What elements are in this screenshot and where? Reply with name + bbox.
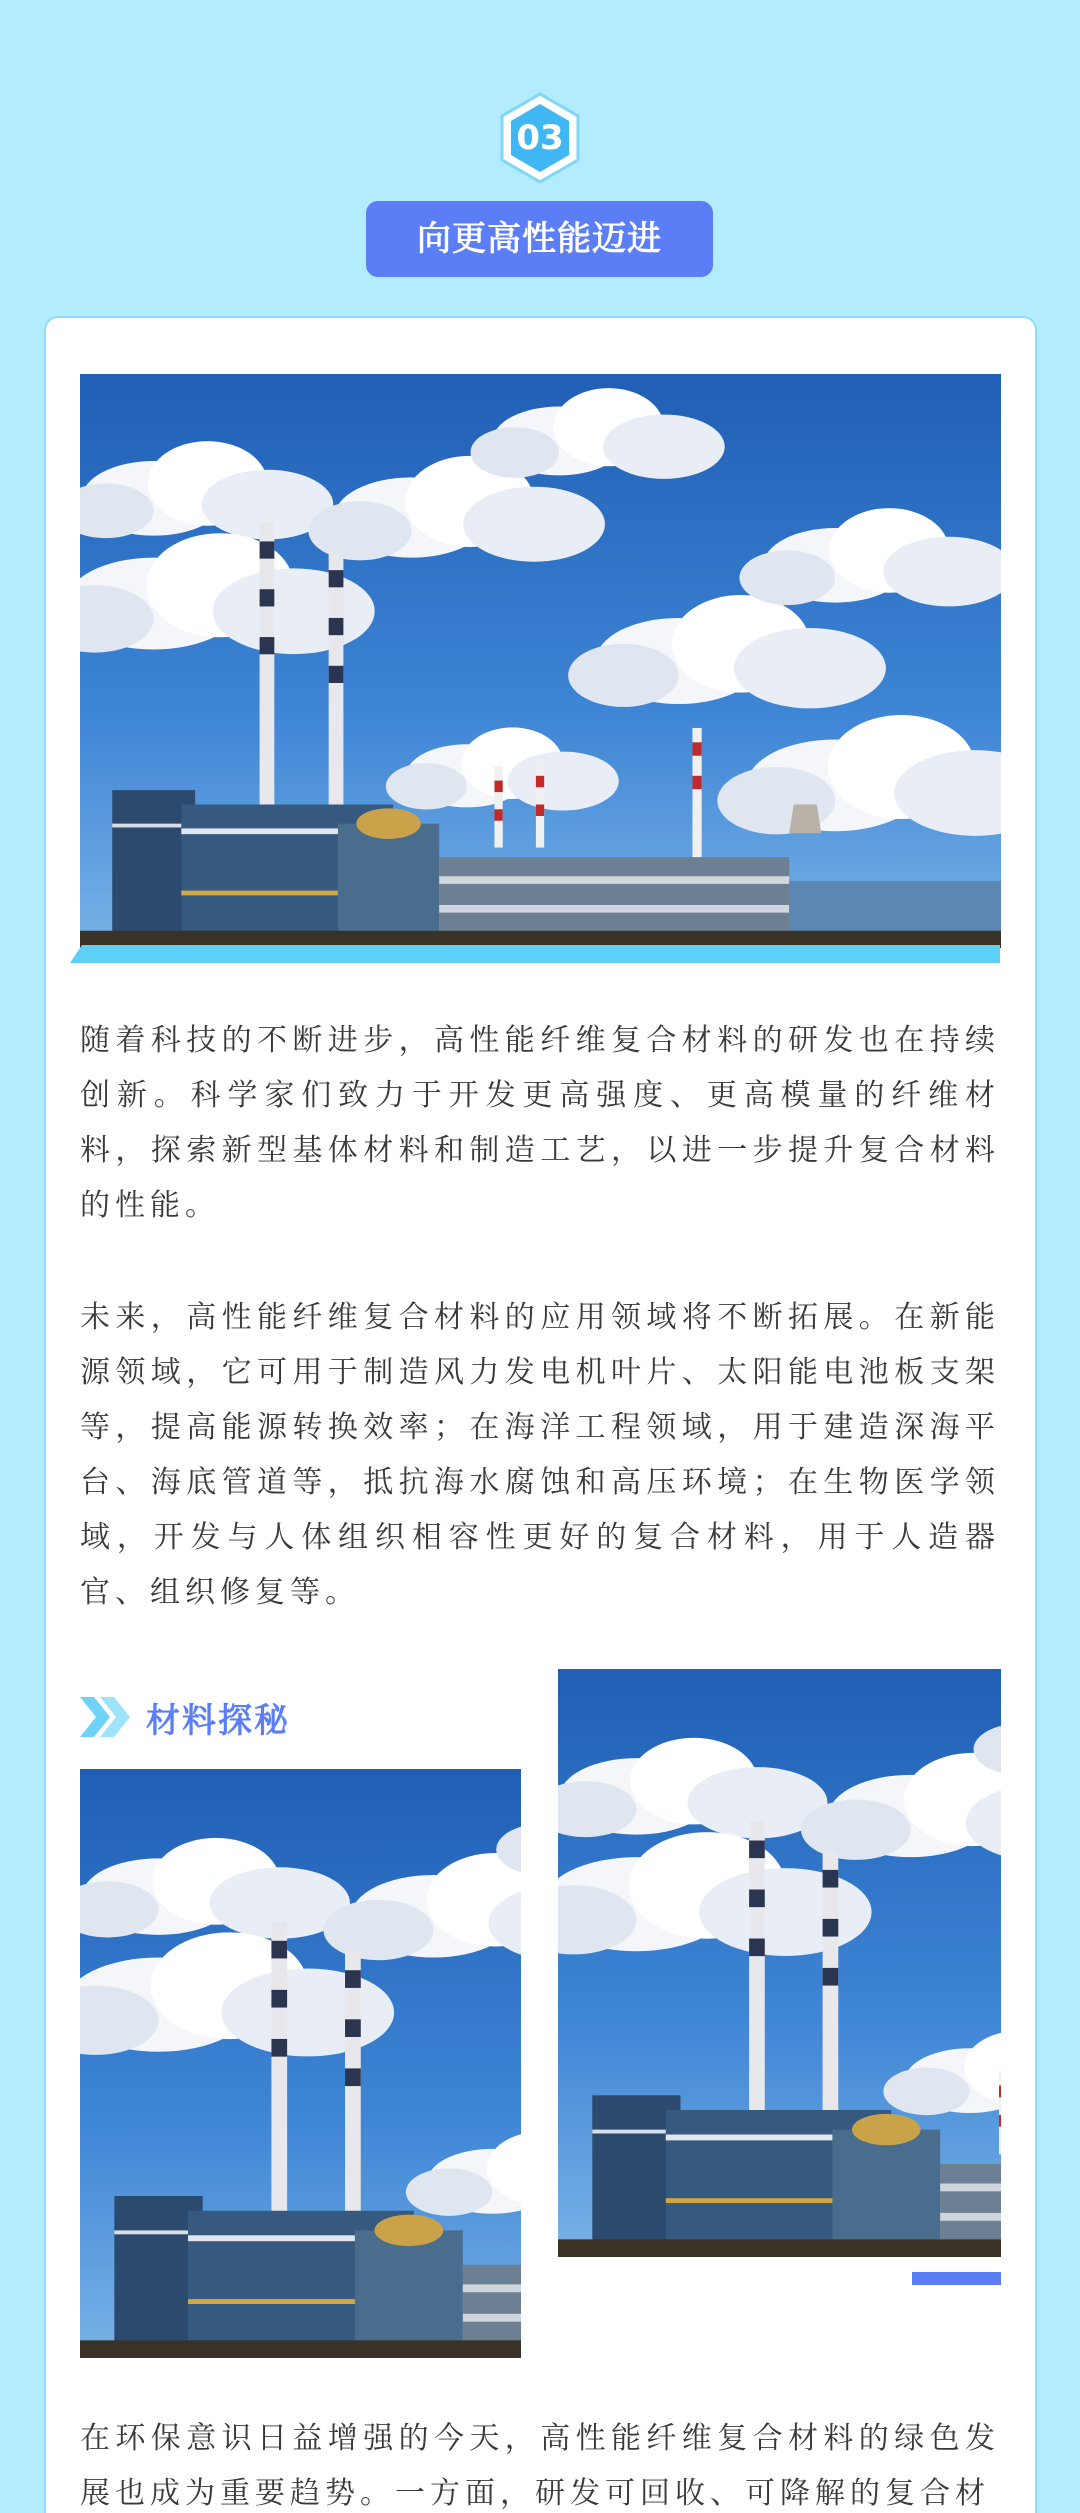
paragraph-1: 随着科技的不断进步，高性能纤维复合材料的研发也在持续创新。科学家们致力于开发更高强度、更高模量的纤维材料，探索新型基体材料和制造工艺，以进一步提升复合材料的性能。	[80, 1023, 1000, 1223]
paragraph-3: 在环保意识日益增强的今天，高性能纤维复合材料的绿色发展也成为重要趋势。一方面，研发可回收、可降解的复合材	[80, 2421, 1000, 2511]
section-number: 03	[516, 118, 564, 158]
section-number-badge	[499, 92, 581, 184]
paragraph-2: 未来，高性能纤维复合材料的应用领域将不断拓展。在新能源领域，它可用于制造风力发电机叶片、太阳能电池板支架等，提高能源转换效率；在海洋工程领域，用于建造深海平台、海底管道等，抵抗海水腐蚀和高压环境；在生物医学领域，开发与人体组织相容性更好的复合材料，用于人造器官、组织修复等。	[80, 1300, 1000, 1610]
factory-image-left	[80, 1769, 521, 2358]
subsection-title: 材料探秘	[146, 1700, 290, 1741]
decorative-bar	[912, 2272, 1001, 2285]
factory-image-right	[558, 1669, 1001, 2257]
subsection-heading	[80, 1692, 290, 1742]
hero-factory-image	[80, 374, 1001, 948]
double-chevron-icon	[80, 1697, 132, 1737]
section-title: 向更高性能迈进	[366, 201, 713, 277]
hero-accent-bar	[70, 945, 1000, 963]
